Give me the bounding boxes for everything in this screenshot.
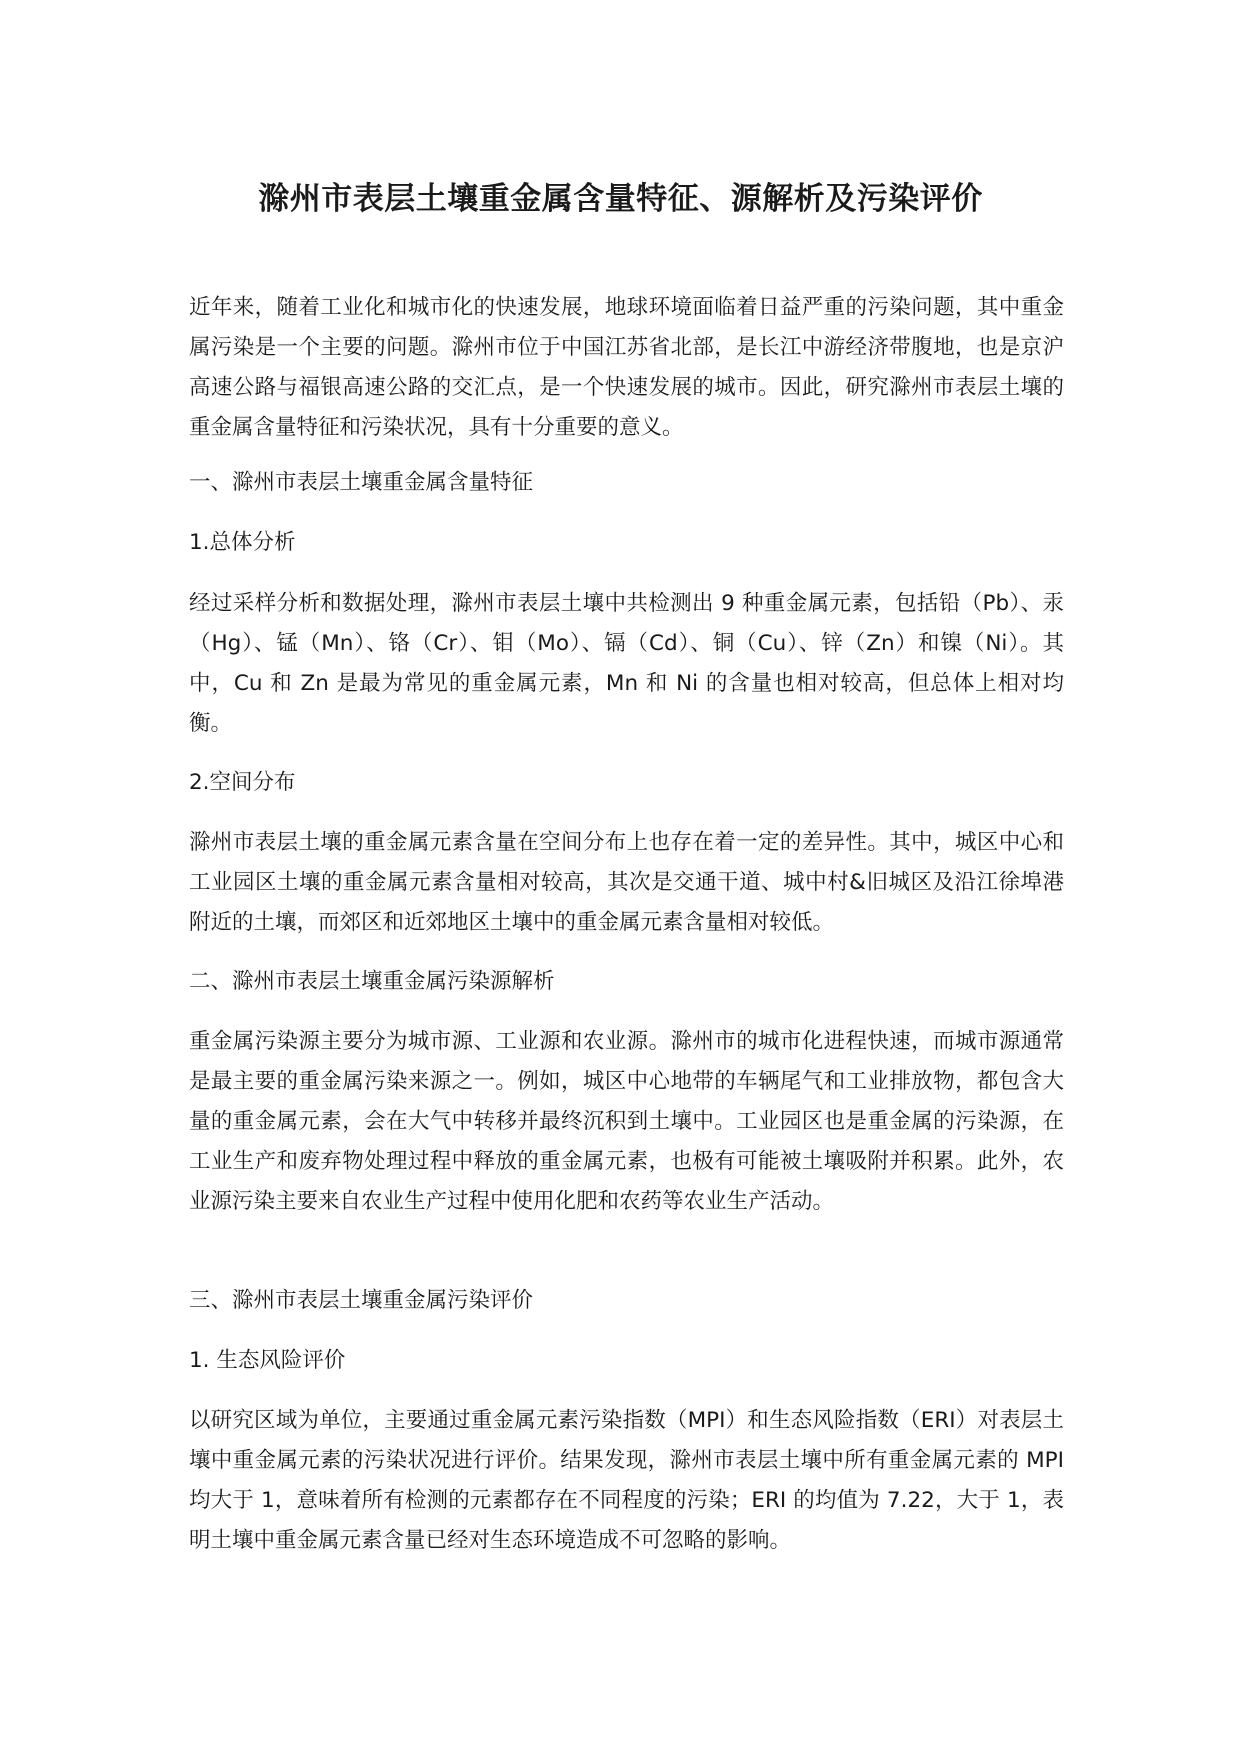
section-3-heading: 三、滁州市表层土壤重金属污染评价 [189, 1288, 534, 1313]
section-1-heading: 一、滁州市表层土壤重金属含量特征 [189, 470, 534, 495]
subsection-3-1-heading: 1. 生态风险评价 [189, 1348, 346, 1373]
subsection-1-2-paragraph: 滁州市表层土壤的重金属元素含量在空间分布上也存在着一定的差异性。其中，城区中心和工业园区土壤的重金属元素含量相对较高，其次是交通干道、城中村&旧城区及沿江徐埠港附近的土壤，而郊区和近郊地区土壤中的重金属元素含量相对较低。 [189, 830, 1064, 935]
subsection-1-1-paragraph: 经过采样分析和数据处理，滁州市表层土壤中共检测出 9 种重金属元素，包括铅（Pb）、汞（Hg）、锰（Mn）、铬（Cr）、钼（Mo）、镉（Cd）、铜（Cu）、锌（Zn）和镍（Ni）。其中，Cu 和 Zn 是最为常见的重金属元素，Mn 和 Ni 的含量也相对较高，但总体上相对均衡。 [189, 591, 1064, 736]
section-2-paragraph: 重金属污染源主要分为城市源、工业源和农业源。滁州市的城市化进程快速，而城市源通常是最主要的重金属污染来源之一。例如，城区中心地带的车辆尾气和工业排放物，都包含大量的重金属元素，会在大气中转移并最终沉积到土壤中。工业园区也是重金属的污染源，在工业生产和废弃物处理过程中释放的重金属元素，也极有可能被土壤吸附并积累。此外，农业源污染主要来自农业生产过程中使用化肥和农药等农业生产活动。 [189, 1029, 1064, 1214]
subsection-3-1-paragraph: 以研究区域为单位，主要通过重金属元素污染指数（MPI）和生态风险指数（ERI）对表层土壤中重金属元素的污染状况进行评价。结果发现，滁州市表层土壤中所有重金属元素的 MPI 均大于 1，意味着所有检测的元素都存在不同程度的污染；ERI 的均值为 7.22，大于 1，表明土壤中重金属元素含量已经对生态环境造成不可忽略的影响。 [189, 1408, 1064, 1553]
document-title: 滁州市表层土壤重金属含量特征、源解析及污染评价 [258, 181, 983, 217]
subsection-1-2-heading: 2.空间分布 [189, 770, 296, 795]
intro-paragraph: 近年来，随着工业化和城市化的快速发展，地球环境面临着日益严重的污染问题，其中重金属污染是一个主要的问题。滁州市位于中国江苏省北部，是长江中游经济带腹地，也是京沪高速公路与福银高速公路的交汇点，是一个快速发展的城市。因此，研究滁州市表层土壤的重金属含量特征和污染状况，具有十分重要的意义。 [189, 295, 1064, 440]
section-2-heading: 二、滁州市表层土壤重金属污染源解析 [189, 969, 555, 994]
subsection-1-1-heading: 1.总体分析 [189, 530, 296, 555]
